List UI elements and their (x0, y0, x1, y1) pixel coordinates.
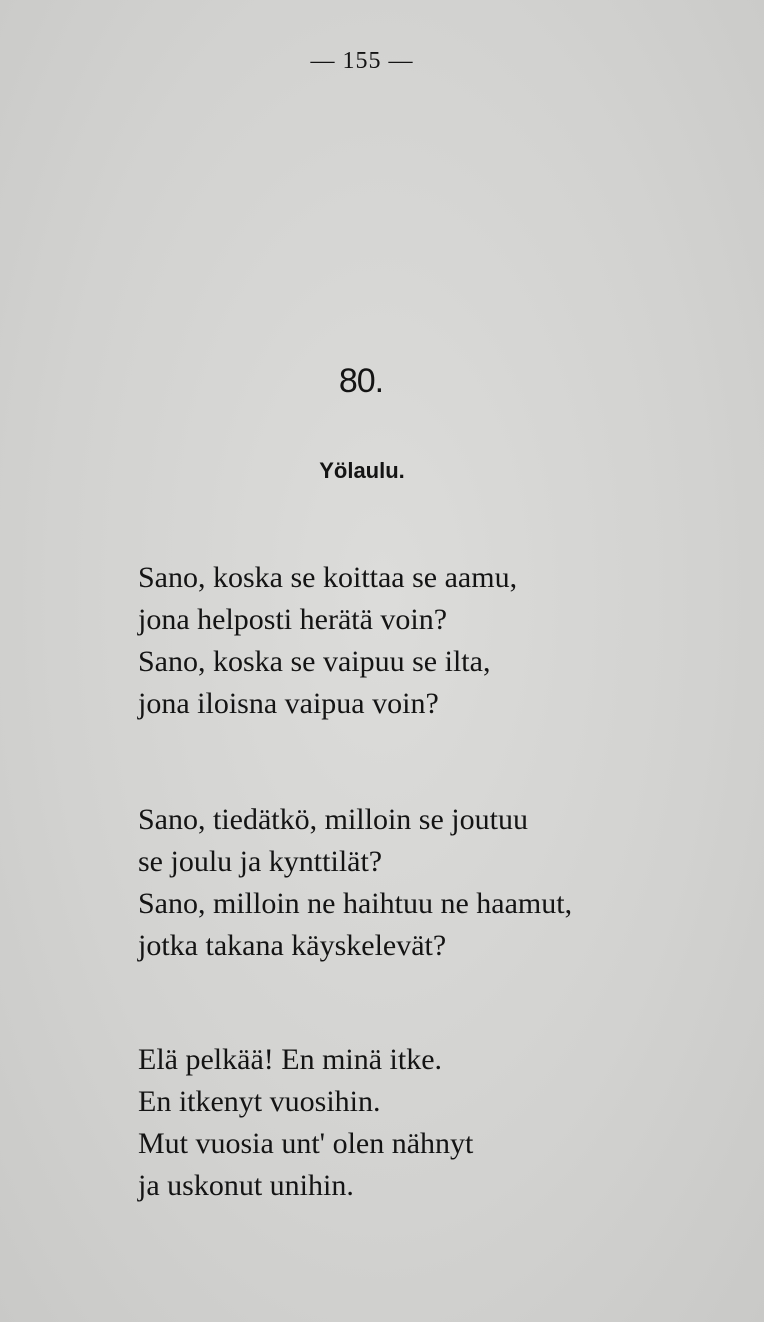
poem-line: Sano, tiedätkö, milloin se joutuu (138, 803, 528, 836)
poem-line: Sano, milloin ne haihtuu ne haamut, (138, 887, 573, 920)
poem-line: jona helposti herätä voin? (138, 603, 448, 636)
stanza-3 (138, 1039, 473, 1207)
poem-line: se joulu ja kynttilät? (138, 845, 383, 878)
poem-number: 80. (338, 362, 384, 400)
poem-line: jona iloisna vaipua voin? (138, 687, 439, 720)
poem-line: Mut vuosia unt' olen nähnyt (138, 1127, 474, 1160)
stanza-1 (138, 557, 517, 725)
poem-line: En itkenyt vuosihin. (138, 1085, 381, 1118)
poem-line: Sano, koska se vaipuu se ilta, (138, 645, 491, 678)
poem-line: Elä pelkää! En minä itke. (138, 1043, 443, 1076)
show-through-texture (150, 118, 570, 288)
poem-line: jotka takana käyskelevät? (138, 929, 447, 962)
poem-line: ja uskonut unihin. (138, 1169, 354, 1202)
poem-line: Sano, koska se koittaa se aamu, (138, 561, 518, 594)
stanza-2 (138, 799, 572, 967)
page-number: — 155 — (310, 48, 414, 74)
poem-title: Yölaulu. (319, 458, 405, 483)
